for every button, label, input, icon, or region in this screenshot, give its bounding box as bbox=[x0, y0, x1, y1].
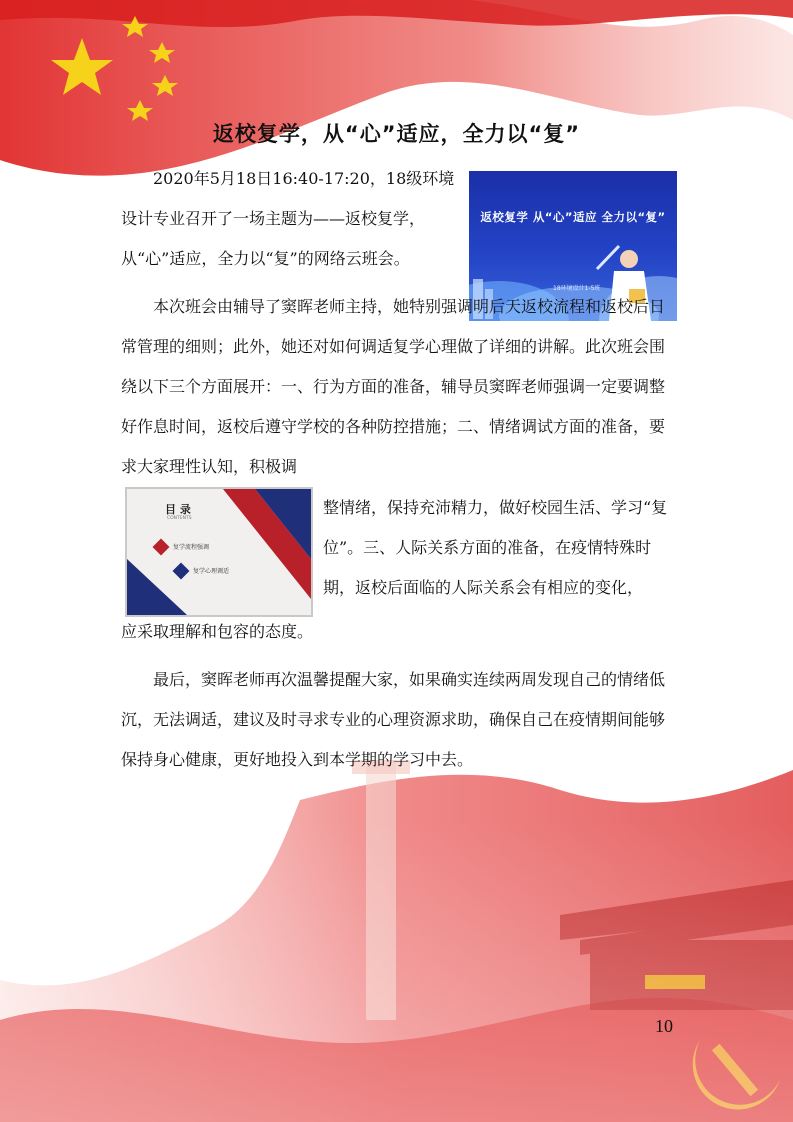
article-title: 返校复学，从“心”适应，全力以“复” bbox=[212, 122, 581, 146]
paragraph-body-end: 应采取理解和包容的态度。 bbox=[121, 622, 314, 641]
paragraph-closing: 最后，窦晖老师再次温馨提醒大家，如果确实连续两周发现自己的情绪低沉，无法调适，建议及时寻求专业的心理资源求助，确保自己在疫情期间能够保持身心健康，更好地投入到本学期的学习中去。 bbox=[121, 670, 666, 769]
slide-subtitle: 18环境设计1-5班 bbox=[553, 285, 601, 292]
paragraph-body-continued: 整情绪，保持充沛精力，做好校园生活、学习“复位”。三、人际关系方面的准备，在疫情特殊时期，返校后面临的人际关系会有相应的变化， bbox=[323, 498, 668, 597]
contents-slide-photo bbox=[125, 487, 313, 617]
contents-item-1: 复学流程强调 bbox=[173, 544, 210, 551]
contents-heading: 目 录 bbox=[165, 503, 191, 516]
contents-subheading: CONTENTS bbox=[167, 516, 192, 521]
slide-diagonal-stripes bbox=[127, 489, 311, 615]
slide-title: 返校复学 从“心”适应 全力以“复” bbox=[480, 210, 666, 224]
paragraph-intro: 2020年5月18日16:40-17:20，18级环境设计专业召开了一场主题为——返校复学，从“心”适应，全力以“复”的网络云班会。 bbox=[121, 169, 455, 268]
paragraph-body: 本次班会由辅导了窦晖老师主持，她特别强调明后天返校流程和返校后日常管理的细则；此外，她还对如何调适复学心理做了详细的讲解。此次班会围绕以下三个方面展开：一、行为方面的准备，辅导员窦晖老师强调一定要调整好作息时间，返校后遵守学校的各种防控措施；二、情绪调试方面的准备，要求大家理性认知，积极调 bbox=[121, 297, 666, 476]
page-number: 10 bbox=[655, 1016, 673, 1036]
contents-item-2: 复学心理调适 bbox=[193, 568, 230, 575]
